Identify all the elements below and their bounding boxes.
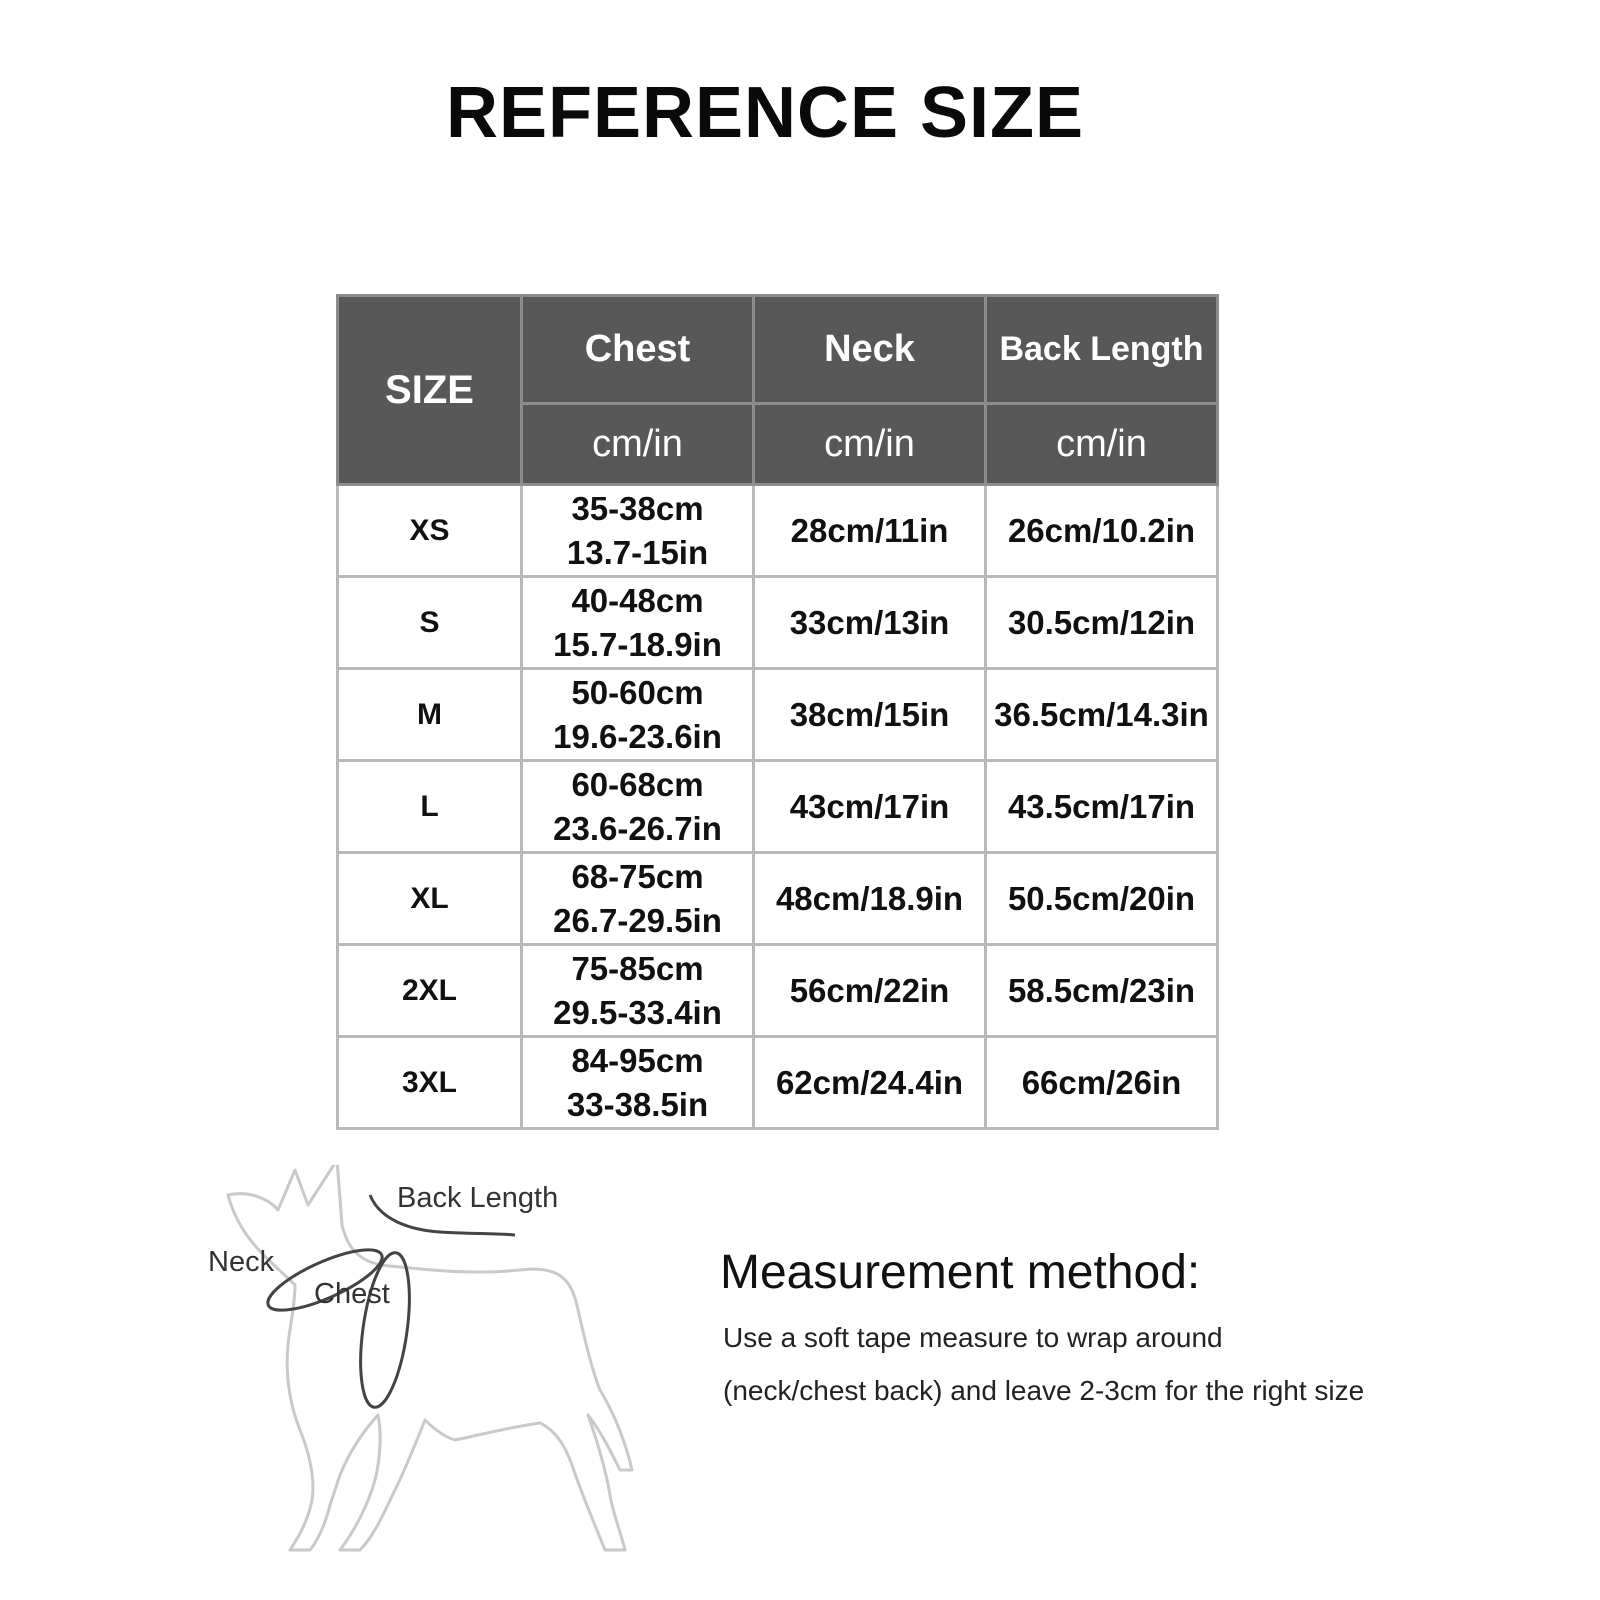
chest-cm: 84-95cm <box>571 1041 704 1079</box>
chest-cell <box>522 945 754 1037</box>
header-unit-back: cm/in <box>986 404 1218 485</box>
chest-in: 13.7-15in <box>566 533 709 571</box>
header-back-length: Back Length <box>986 296 1218 404</box>
table-row <box>338 945 1218 1037</box>
chest-cm: 60-68cm <box>571 765 704 803</box>
chest-loop <box>352 1250 417 1411</box>
back-length-cell: 50.5cm/20in <box>986 853 1218 945</box>
neck-cell: 33cm/13in <box>754 577 986 669</box>
back-length-cell: 58.5cm/23in <box>986 945 1218 1037</box>
table-row <box>338 669 1218 761</box>
neck-cell: 38cm/15in <box>754 669 986 761</box>
back-length-cell: 36.5cm/14.3in <box>986 669 1218 761</box>
chest-cell <box>522 669 754 761</box>
back-length-cell: 43.5cm/17in <box>986 761 1218 853</box>
table-row <box>338 577 1218 669</box>
neck-cell: 62cm/24.4in <box>754 1037 986 1129</box>
chest-in: 26.7-29.5in <box>553 901 722 939</box>
measurement-instruction-line-2: (neck/chest back) and leave 2-3cm for the right size <box>723 1375 1365 1406</box>
label-back-length: Back Length <box>397 1182 559 1214</box>
chest-cell <box>522 577 754 669</box>
header-unit-chest: cm/in <box>522 404 754 485</box>
chest-in: 29.5-33.4in <box>553 993 722 1031</box>
size-cell: L <box>338 761 522 853</box>
chest-in: 15.7-18.9in <box>553 625 722 663</box>
chest-cell <box>522 853 754 945</box>
dog-measurement-diagram <box>200 1165 670 1570</box>
chest-cell <box>522 761 754 853</box>
chest-cm: 40-48cm <box>571 581 704 619</box>
table-row <box>338 761 1218 853</box>
chest-cm: 75-85cm <box>571 949 704 987</box>
page-title: REFERENCE SIZE <box>445 73 1085 153</box>
header-unit-neck: cm/in <box>754 404 986 485</box>
label-neck: Neck <box>208 1246 275 1278</box>
back-length-cell: 30.5cm/12in <box>986 577 1218 669</box>
label-chest: Chest <box>314 1278 390 1310</box>
size-cell: XS <box>338 485 522 577</box>
table-row <box>338 853 1218 945</box>
back-length-cell: 66cm/26in <box>986 1037 1218 1129</box>
chest-cell <box>522 1037 754 1129</box>
header-chest: Chest <box>522 296 754 404</box>
neck-cell: 43cm/17in <box>754 761 986 853</box>
back-length-cell: 26cm/10.2in <box>986 485 1218 577</box>
dog-outline <box>228 1165 632 1550</box>
size-cell: M <box>338 669 522 761</box>
chest-cm: 68-75cm <box>571 857 704 895</box>
size-cell: 3XL <box>338 1037 522 1129</box>
chest-in: 33-38.5in <box>566 1085 709 1123</box>
header-neck: Neck <box>754 296 986 404</box>
table-row <box>338 485 1218 577</box>
measurement-method-heading: Measurement method: <box>720 1246 1201 1299</box>
measurement-instruction-line-1: Use a soft tape measure to wrap around <box>723 1322 1223 1353</box>
chest-cell <box>522 485 754 577</box>
neck-cell: 28cm/11in <box>754 485 986 577</box>
table-row <box>338 1037 1218 1129</box>
size-cell: XL <box>338 853 522 945</box>
header-size: SIZE <box>338 296 522 485</box>
chest-in: 19.6-23.6in <box>553 717 722 755</box>
size-chart-table <box>336 294 1219 1130</box>
size-cell: S <box>338 577 522 669</box>
neck-cell: 56cm/22in <box>754 945 986 1037</box>
size-cell: 2XL <box>338 945 522 1037</box>
chest-cm: 50-60cm <box>571 673 704 711</box>
chest-cm: 35-38cm <box>571 489 704 527</box>
neck-cell: 48cm/18.9in <box>754 853 986 945</box>
chest-in: 23.6-26.7in <box>553 809 722 847</box>
